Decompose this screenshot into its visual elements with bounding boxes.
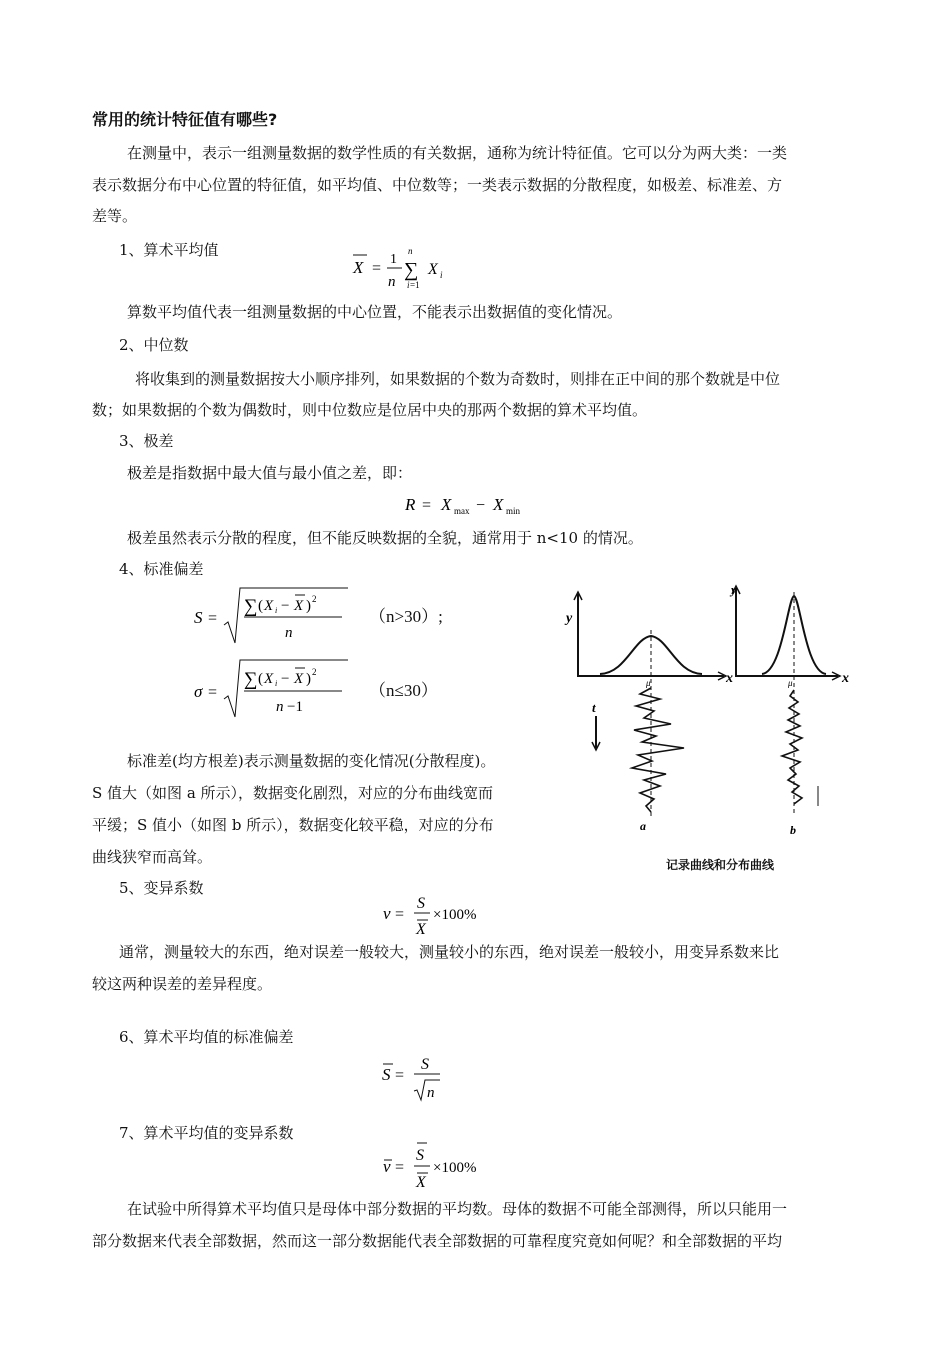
- svg-text:S: S: [421, 1056, 429, 1073]
- svg-text:−: −: [281, 671, 290, 687]
- svg-text:=: =: [422, 497, 432, 514]
- figure-label-b: b: [790, 823, 796, 837]
- svg-text:2: 2: [312, 667, 317, 677]
- svg-text:S: S: [417, 895, 425, 912]
- svg-text:=: =: [372, 260, 382, 277]
- condition-n-gt-30: （n>30）;: [369, 607, 443, 626]
- distribution-figure: [556, 578, 866, 850]
- figure-label-a: a: [640, 819, 646, 833]
- section-2-line-2: 数；如果数据的个数为偶数时，则中位数应是位居中央的那两个数据的算术平均值。: [92, 401, 648, 419]
- intro-line-2: 表示数据分布中心位置的特征值，如平均值、中位数等；一类表示数据的分散程度，如极差、标准差、方: [92, 176, 783, 194]
- intro-line-1: 在测量中，表示一组测量数据的数学性质的有关数据，通称为统计特征值。它可以分为两大类：一类: [127, 144, 788, 162]
- svg-text:X: X: [294, 598, 304, 614]
- svg-text:n: n: [427, 1085, 435, 1101]
- svg-text:×100%: ×100%: [433, 1160, 477, 1176]
- svg-text:n: n: [388, 274, 396, 290]
- svg-text:−1: −1: [287, 699, 303, 715]
- svg-text:∑: ∑: [244, 669, 258, 690]
- section-1-desc: 算数平均值代表一组测量数据的中心位置，不能表示出数据值的变化情况。: [127, 303, 623, 321]
- section-4-line-2: S 值大（如图 a 所示），数据变化剧烈，对应的分布曲线宽而: [92, 784, 494, 802]
- svg-text:max: max: [454, 506, 470, 516]
- svg-text:): ): [306, 598, 311, 614]
- svg-text:S: S: [416, 1147, 424, 1164]
- formula-mean-std-dev: [380, 1049, 460, 1103]
- formula-variation-coefficient: [381, 891, 511, 939]
- svg-text:t: t: [592, 700, 596, 715]
- section-4-line-1: 标准差(均方根差)表示测量数据的变化情况(分散程度)。: [127, 752, 496, 770]
- svg-text:X: X: [353, 258, 364, 277]
- svg-text:μ: μ: [788, 678, 793, 688]
- section-2-heading: 2、中位数: [119, 336, 189, 354]
- formula-mean-variation-coefficient: [381, 1139, 511, 1191]
- svg-text:∑: ∑: [404, 259, 419, 281]
- svg-text:μ: μ: [646, 678, 651, 688]
- svg-text:i: i: [275, 679, 278, 688]
- svg-text:X: X: [264, 598, 274, 614]
- svg-text:=: =: [395, 906, 405, 923]
- formula-mean: [345, 244, 465, 294]
- svg-text:X: X: [416, 1174, 426, 1191]
- svg-text:(: (: [258, 671, 263, 687]
- svg-text:n: n: [408, 246, 413, 256]
- svg-text:ν: ν: [383, 1157, 391, 1176]
- section-4-line-4: 曲线狭窄而高耸。: [92, 848, 213, 866]
- page-title: 常用的统计特征值有哪些?: [92, 110, 278, 129]
- svg-text:i: i: [275, 606, 278, 615]
- svg-text:R: R: [405, 495, 416, 514]
- section-7-line-2: 部分数据来代表全部数据，然而这一部分数据能代表全部数据的可靠程度究竟如何呢？和全部数据的平均: [92, 1232, 783, 1250]
- svg-text:=: =: [208, 684, 218, 701]
- svg-text:): ): [306, 671, 311, 687]
- svg-text:=: =: [395, 1159, 405, 1176]
- svg-text:1: 1: [390, 252, 397, 267]
- svg-text:S: S: [382, 1065, 391, 1084]
- svg-text:=: =: [395, 1067, 405, 1084]
- svg-text:ν: ν: [383, 904, 391, 923]
- svg-text:X: X: [493, 495, 504, 514]
- svg-text:2: 2: [312, 594, 317, 604]
- svg-text:X: X: [264, 671, 274, 687]
- section-7-heading: 7、算术平均值的变异系数: [119, 1124, 294, 1142]
- section-3-line-1: 极差是指数据中最大值与最小值之差，即：: [127, 464, 413, 482]
- section-6-heading: 6、算术平均值的标准偏差: [119, 1028, 294, 1046]
- svg-text:S: S: [194, 608, 203, 627]
- svg-text:(: (: [258, 598, 263, 614]
- svg-text:min: min: [506, 506, 521, 516]
- svg-text:X: X: [294, 671, 304, 687]
- svg-text:x: x: [726, 671, 733, 686]
- section-4-line-3: 平缓；S 值小（如图 b 所示），数据变化较平稳，对应的分布: [92, 816, 494, 834]
- svg-text:X: X: [416, 921, 426, 938]
- svg-text:σ: σ: [194, 682, 203, 701]
- section-3-line-2: 极差虽然表示分散的程度，但不能反映数据的全貌，通常用于 n<10 的情况。: [127, 529, 643, 547]
- svg-text:−: −: [281, 598, 290, 614]
- svg-text:n: n: [276, 699, 284, 715]
- section-4-heading: 4、标准偏差: [119, 560, 204, 578]
- formula-range: [403, 490, 543, 520]
- svg-text:i: i: [440, 270, 443, 280]
- section-5-line-2: 较这两种误差的差异程度。: [92, 975, 273, 993]
- section-7-line-1: 在试验中所得算术平均值只是母体中部分数据的平均数。母体的数据不可能全部测得，所以只能用一: [127, 1200, 788, 1218]
- section-5-line-1: 通常，测量较大的东西，绝对误差一般较大，测量较小的东西，绝对误差一般较小，用变异系数来比: [119, 943, 780, 961]
- svg-text:−: −: [476, 497, 486, 514]
- svg-text:x: x: [842, 671, 849, 686]
- condition-n-le-30: （n≤30）: [369, 681, 438, 700]
- svg-text:y: y: [731, 582, 737, 597]
- svg-text:i: i: [407, 280, 410, 290]
- svg-text:×100%: ×100%: [433, 907, 477, 923]
- figure-caption: 记录曲线和分布曲线: [666, 858, 775, 872]
- svg-text:y: y: [566, 611, 573, 626]
- section-2-line-1: 将收集到的测量数据按大小顺序排列，如果数据的个数为奇数时，则排在正中间的那个数就是中位: [135, 370, 781, 388]
- formula-std-dev: [192, 585, 362, 645]
- formula-std-dev-sample: [192, 656, 362, 718]
- svg-text:∑: ∑: [244, 596, 258, 617]
- svg-text:n: n: [285, 625, 293, 641]
- section-5-heading: 5、变异系数: [119, 879, 204, 897]
- svg-text:=: =: [208, 610, 218, 627]
- svg-text:X: X: [428, 261, 438, 278]
- section-1-heading: 1、算术平均值: [119, 241, 219, 259]
- section-3-heading: 3、极差: [119, 432, 174, 450]
- svg-text:=1: =1: [410, 280, 420, 290]
- intro-line-3: 差等。: [92, 207, 138, 225]
- svg-text:X: X: [441, 495, 452, 514]
